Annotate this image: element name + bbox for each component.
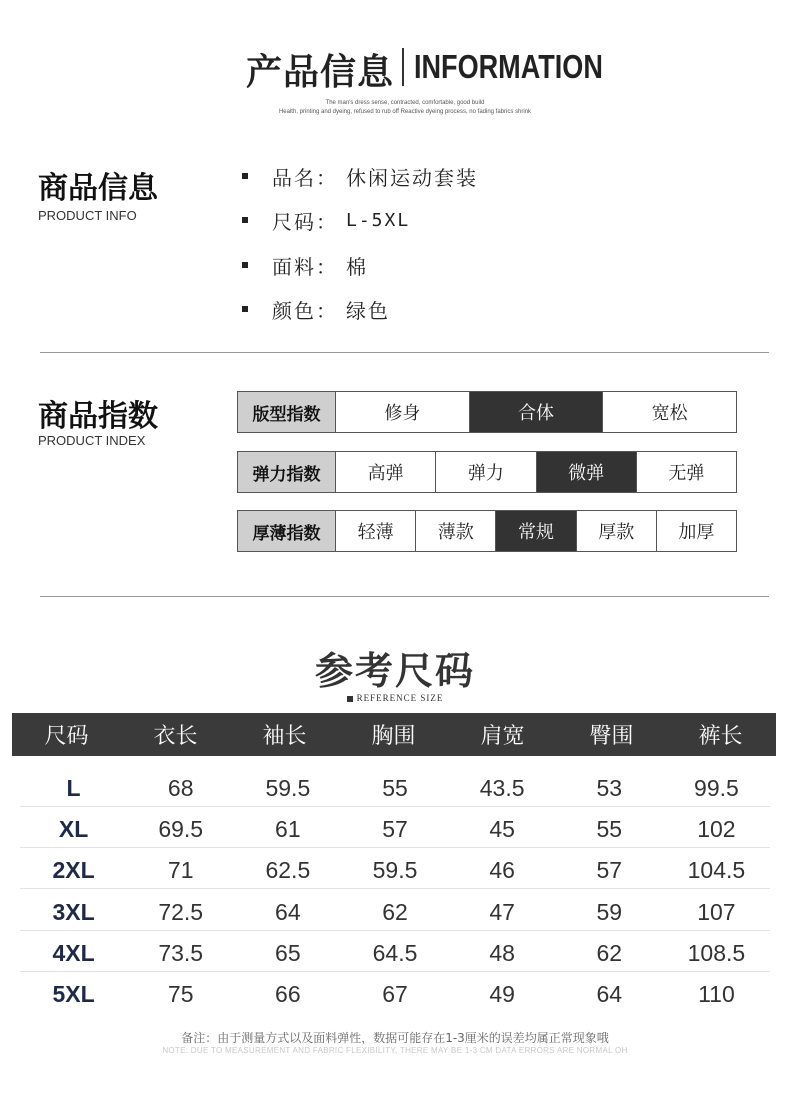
size-chart-subtitle (0, 693, 790, 703)
measurement-cell: 43.5 (479, 774, 525, 801)
thickness-index-label: 厚薄指数 (238, 511, 336, 551)
fit-option-selected: 合体 (470, 392, 604, 432)
square-icon (347, 696, 353, 702)
size-cell: 2XL (52, 856, 95, 883)
fit-option: 宽松 (651, 403, 688, 424)
info-item-fabric (242, 250, 368, 280)
measurement-cell: 65 (275, 939, 301, 966)
measurement-cell: 62 (596, 939, 623, 966)
bullet-icon (242, 173, 248, 179)
measurement-cell: 67 (382, 980, 408, 1007)
info-key: 品名： (272, 165, 338, 190)
page-subtitle-line1: The man's dress sense, contracted, comfortable, good build (325, 100, 485, 106)
measurement-cell: 62 (382, 898, 408, 925)
info-key: 尺码： (272, 209, 338, 234)
table-row (20, 855, 770, 885)
size-chart-subtitle-text: REFERENCE SIZE (356, 693, 444, 703)
thickness-option: 轻薄 (336, 511, 416, 551)
measurement-cell: 59 (596, 898, 623, 925)
measurement-cell: 110 (698, 980, 735, 1007)
size-cell: 3XL (52, 898, 95, 925)
thickness-option: 厚款 (577, 511, 657, 551)
measurement-cell: 55 (382, 774, 408, 801)
measurement-cell: 45 (489, 815, 515, 842)
info-key: 颜色： (272, 298, 338, 323)
measurement-cell: 59.5 (265, 774, 311, 801)
measurement-cell: 64 (596, 980, 623, 1007)
measurement-cell: 69.5 (158, 815, 204, 842)
column-header: 袖长 (262, 724, 307, 749)
bullet-icon (242, 217, 248, 223)
measurement-cell: 61 (275, 815, 301, 842)
measurement-cell: 64 (275, 898, 301, 925)
info-value: 绿色 (346, 298, 390, 323)
column-header: 臀围 (589, 724, 634, 749)
measurement-cell: 59.5 (372, 856, 418, 883)
thickness-option: 薄款 (416, 511, 496, 551)
product-index-title: 商品指数 (38, 399, 158, 434)
size-table-header (12, 713, 776, 756)
info-value: L-5XL (346, 209, 411, 231)
measurement-cell: 73.5 (158, 939, 204, 966)
thickness-option: 加厚 (678, 522, 715, 543)
info-value: 休闲运动套装 (346, 165, 478, 190)
size-cell: L (66, 774, 81, 801)
row-divider (20, 930, 770, 931)
thickness-index-row (237, 510, 737, 552)
elasticity-index-label: 弹力指数 (238, 452, 336, 492)
measurement-cell: 99.5 (694, 774, 739, 801)
section-divider (40, 352, 769, 353)
thickness-option-selected: 常规 (496, 511, 576, 551)
row-divider (20, 847, 770, 848)
measurement-cell: 46 (489, 856, 515, 883)
info-item-color (242, 294, 390, 324)
measurement-cell: 48 (489, 939, 515, 966)
section-divider (40, 596, 769, 597)
elasticity-option: 无弹 (668, 463, 705, 484)
info-key: 面料： (272, 254, 338, 279)
column-header: 衣长 (153, 724, 198, 749)
measurement-cell: 75 (167, 980, 194, 1007)
measurement-cell: 66 (275, 980, 301, 1007)
column-header: 裤长 (698, 724, 743, 749)
page-title-cn: 产品信息 (246, 52, 395, 93)
measurement-cell: 49 (489, 980, 515, 1007)
measurement-cell: 71 (167, 856, 194, 883)
measurement-cell: 47 (489, 898, 515, 925)
measurement-cell: 68 (167, 774, 194, 801)
column-header: 尺码 (44, 724, 89, 749)
product-index-subtitle: PRODUCT INDEX (38, 433, 146, 448)
elasticity-option-selected: 微弹 (537, 452, 637, 492)
table-row (20, 938, 770, 968)
fit-option: 修身 (336, 392, 470, 432)
page-subtitle-line2: Health, printing and dyeing, refused to rub off Reactive dyeing process, no fading fabrics shrink (278, 109, 532, 115)
measurement-cell: 57 (382, 815, 408, 842)
info-item-name (242, 161, 478, 191)
measurement-cell: 72.5 (158, 898, 204, 925)
size-chart-title: 参考尺码 (314, 649, 475, 693)
measurement-cell: 108.5 (687, 939, 746, 966)
row-divider (20, 888, 770, 889)
measurement-cell: 57 (596, 856, 623, 883)
measurement-cell: 102 (697, 815, 736, 842)
elasticity-option: 弹力 (436, 452, 536, 492)
bullet-icon (242, 262, 248, 268)
size-cell: XL (58, 815, 89, 842)
fit-index-label: 版型指数 (238, 392, 336, 432)
measurement-cell: 53 (596, 774, 623, 801)
product-info-title: 商品信息 (38, 171, 158, 206)
bullet-icon (242, 306, 248, 312)
column-header: 肩宽 (480, 724, 525, 749)
note-en: NOTE: DUE TO MEASUREMENT AND FABRIC FLEXIBILITY, THERE MAY BE 1-3 CM DATA ERRORS ARE NORMAL OH (162, 1046, 628, 1055)
measurement-cell: 64.5 (372, 939, 418, 966)
table-row (20, 979, 770, 1009)
measurement-cell: 107 (697, 898, 736, 925)
measurement-cell: 62.5 (265, 856, 311, 883)
fit-index-row (237, 391, 737, 433)
info-value: 棉 (346, 254, 368, 279)
table-row (20, 773, 770, 803)
measurement-cell: 104.5 (687, 856, 746, 883)
title-divider (402, 48, 404, 86)
size-cell: 4XL (52, 939, 95, 966)
elasticity-option: 高弹 (336, 452, 436, 492)
page-title-en: INFORMATION (414, 48, 603, 85)
info-item-size (242, 205, 410, 235)
row-divider (20, 806, 770, 807)
note-cn: 备注：由于测量方式以及面料弹性，数据可能存在1-3厘米的误差均属正常现象哦 (181, 1031, 609, 1045)
measurement-cell: 55 (596, 815, 623, 842)
size-cell: 5XL (52, 980, 95, 1007)
column-header: 胸围 (371, 724, 416, 749)
table-row (20, 897, 770, 927)
table-row (20, 814, 770, 844)
row-divider (20, 971, 770, 972)
product-info-subtitle: PRODUCT INFO (38, 208, 137, 223)
elasticity-index-row (237, 451, 737, 493)
